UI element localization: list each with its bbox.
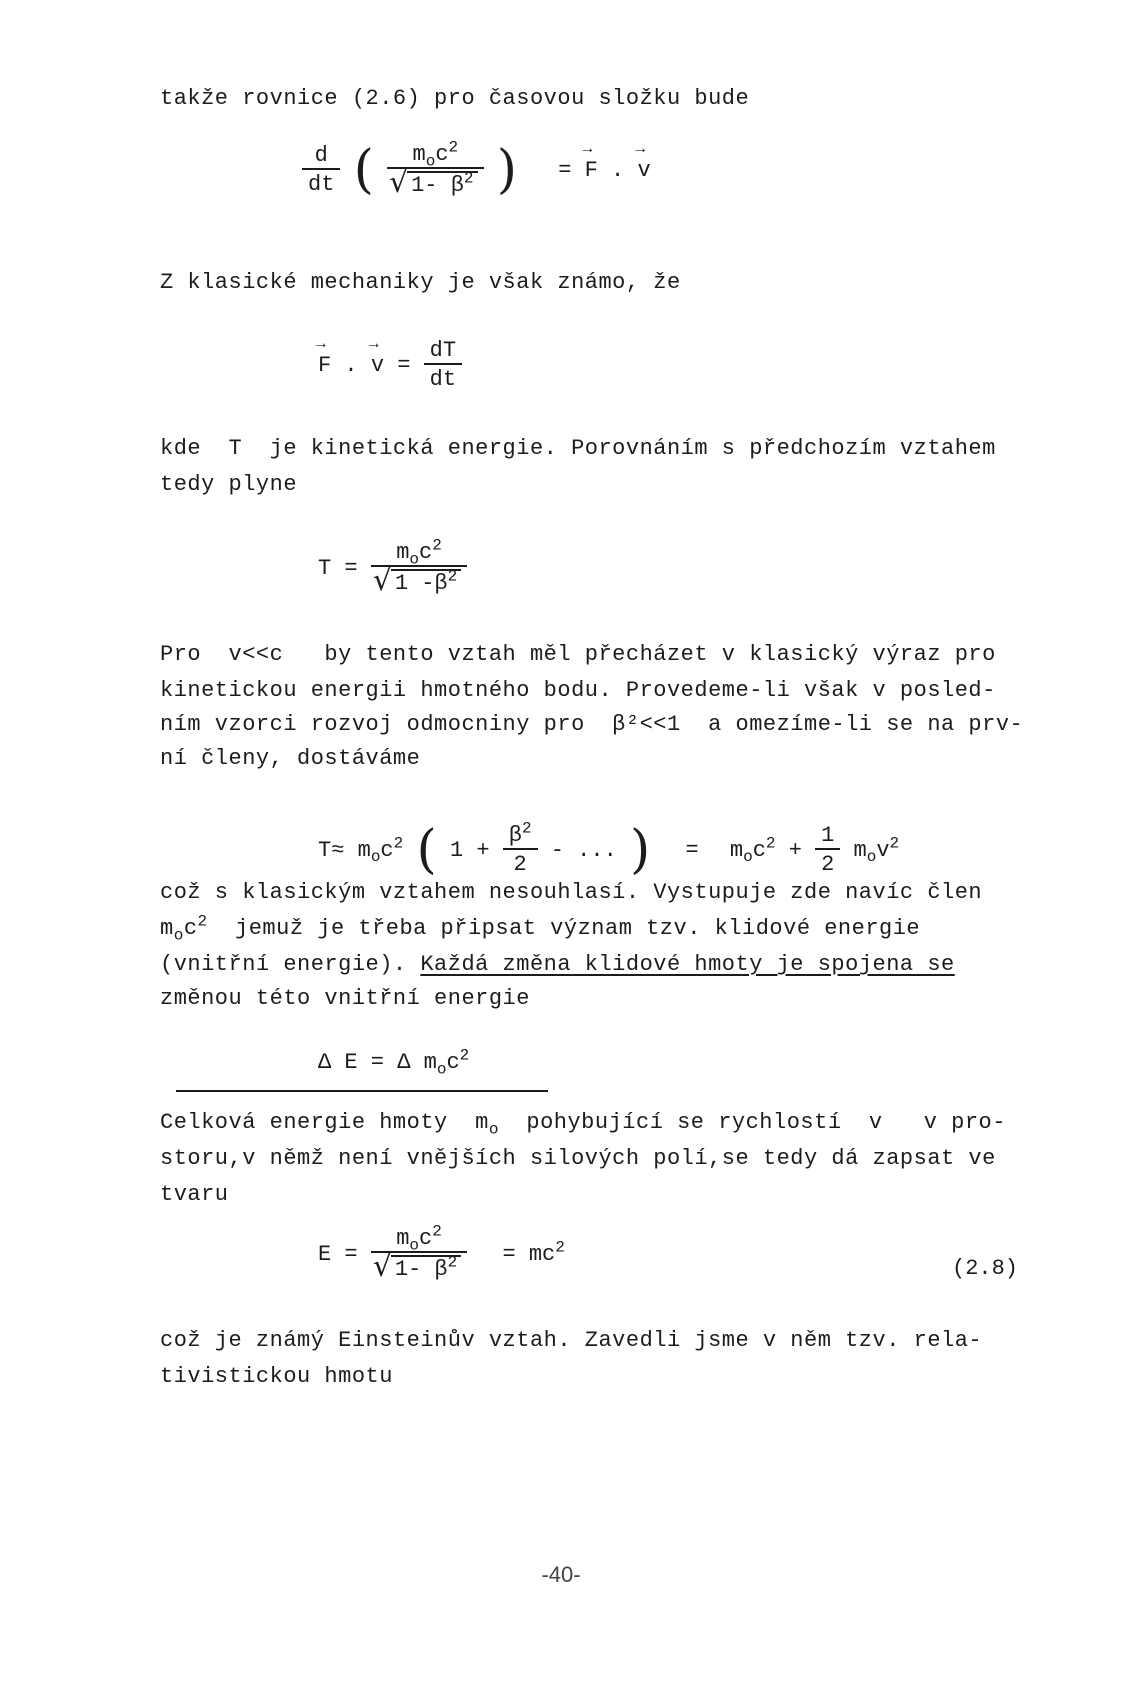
- text-line: takže rovnice (2.6) pro časovou složku bude: [160, 86, 750, 111]
- text-line: kinetickou energii hmotného bodu. Provedeme-li však v posled-: [160, 678, 996, 703]
- text-line: kde T je kinetická energie. Porovnáním s předchozím vztahem: [160, 436, 996, 461]
- force-vector: → F: [585, 158, 598, 183]
- text-line: což je známý Einsteinův vztah. Zavedli jsme v něm tzv. rela-: [160, 1328, 983, 1353]
- text-line: Celková energie hmoty $m_o$ pohybující se rychlostí v v pro-: [160, 1110, 1006, 1139]
- page-number: -40-: [541, 1562, 581, 1587]
- text-line: což s klasickým vztahem nesouhlasí. Vystupuje zde navíc člen: [160, 880, 983, 905]
- derivative-operator: $\frac{d}{dt}$: [302, 143, 340, 197]
- equation-einstein: E = $m_oc^2$ √ 1- $\beta^2$ = $mc^2$: [318, 1226, 565, 1282]
- energy-fraction: $m_oc^2$ √ 1- $\beta^2$: [387, 142, 483, 198]
- text-line: Pro v<<c by tento vztah měl přecházet v klasický výraz pro: [160, 642, 996, 667]
- equation-power: → F . → v = $\frac{dT}{dt}$: [318, 338, 462, 392]
- text-line: tvaru: [160, 1182, 229, 1207]
- text-line: storu,v němž není vnějších silových polí,se tedy dá zapsat ve: [160, 1146, 996, 1171]
- equation-time-component: $\frac{d}{dt}$ ( $m_oc^2$ √ 1- $\beta^2$ ) = → F . → v: [302, 140, 651, 200]
- text-line: tedy plyne: [160, 472, 298, 497]
- underline-rule: [176, 1090, 548, 1092]
- underlined-statement: Každá změna klidové hmoty je spojena se: [420, 952, 955, 977]
- equation-rest-energy: Δ E = Δ $m_oc^2$: [318, 1046, 470, 1079]
- text-line: $m_oc^2$ jemuž je třeba připsat význam tzv. klidové energie: [160, 912, 921, 945]
- equation-label: (2.8): [952, 1256, 1019, 1281]
- text-line: (vnitřní energie). Každá změna klidové hmoty je spojena se: [160, 952, 955, 977]
- text-line: ním vzorci rozvoj odmocniny pro β²<<1 a omezíme-li se na prv-: [160, 712, 1024, 737]
- equation-expansion: $T\approx m_oc^2$ ( 1 + $\frac{\beta^2}{2}$ - ... ) = $m_oc^2$ + $\frac{1}{2}$ $m_ov^2$: [318, 819, 900, 880]
- text-line: tivistickou hmotu: [160, 1364, 393, 1389]
- text-line: ní členy, dostáváme: [160, 746, 421, 771]
- text-line: Z klasické mechaniky je však známo, že: [160, 270, 681, 295]
- equation-kinetic-energy: T = $m_oc^2$ √ 1 $-\beta^2$: [318, 540, 467, 596]
- velocity-vector: → v: [637, 158, 650, 183]
- text-line: změnou této vnitřní energie: [160, 986, 530, 1011]
